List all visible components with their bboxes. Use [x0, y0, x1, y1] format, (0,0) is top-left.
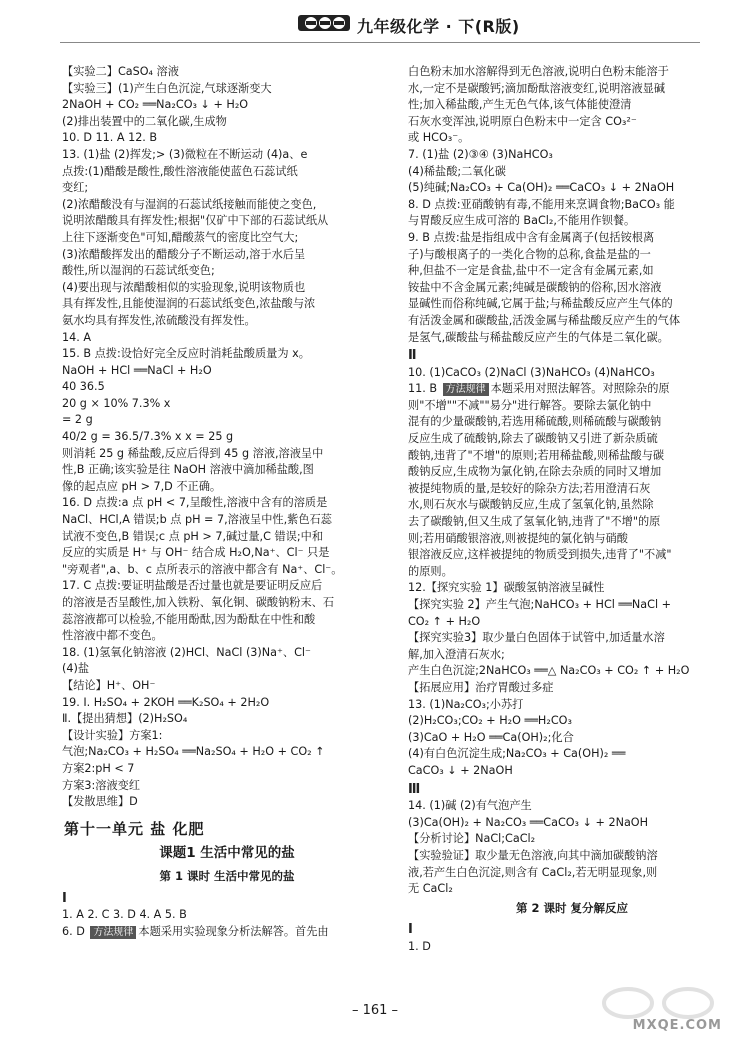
answer-text: 15. B 点拨:设恰好完全反应时消耗盐酸质量为 x。 — [62, 347, 310, 361]
answer-text: 方案2:pH < 7 — [62, 761, 135, 775]
answer-text: (4)稀盐酸;二氧化碳 — [408, 164, 506, 178]
answer-text: 【实验三】(1)产生白色沉淀,气球逐渐变大 — [62, 81, 272, 95]
answer-line — [62, 296, 392, 313]
answer-line — [62, 330, 392, 347]
answer-text: 蕊溶液都可以检验,不能用酚酞,因为酚酞在中性和酸 — [62, 612, 316, 626]
answer-text: CO₂ ↑ + H₂O — [408, 614, 481, 628]
answer-text: 水,一定不是碳酸钙;滴加酚酞溶液变红,说明溶液显碱 — [408, 81, 666, 95]
answer-line — [62, 728, 392, 745]
answer-text: = 2 g — [62, 413, 93, 427]
answer-text: 像的起点应 pH > 7,D 不正确。 — [62, 479, 222, 493]
answer-line — [62, 180, 392, 197]
answer-line — [408, 197, 736, 214]
answer-line — [408, 263, 736, 280]
answer-text: 气泡;Na₂CO₃ + H₂SO₄ ══Na₂SO₄ + H₂O + CO₂ ↑ — [62, 745, 325, 759]
answer-line — [62, 81, 392, 98]
answer-line — [62, 213, 392, 230]
lesson-subtitle: 第 1 课时 生活中常见的盐 — [159, 868, 295, 883]
answer-text: 本题采用对照法解答。对照除杂的原 — [490, 382, 670, 396]
answer-line — [62, 794, 392, 811]
answer-line — [62, 230, 392, 247]
answer-line — [408, 280, 736, 297]
answer-line — [62, 578, 392, 595]
answer-line — [62, 462, 392, 479]
answer-line — [62, 114, 392, 131]
answer-text: 40/2 g = 36.5/7.3% x x = 25 g — [62, 430, 234, 444]
answer-text: 则"不增""不减""易分"进行解答。要除去氯化钠中 — [408, 398, 652, 412]
answer-text: CaCO₃ ↓ + 2NaOH — [408, 763, 513, 777]
answer-line — [408, 564, 736, 581]
answer-line — [62, 280, 392, 297]
answer-text: (3)CaO + H₂O ══Ca(OH)₂;化合 — [408, 730, 574, 744]
answer-text: 6. D — [62, 924, 89, 938]
answer-line — [62, 130, 392, 147]
answer-text: 石灰水变浑浊,说明原白色粉末中一定含 CO₃²⁻ — [408, 114, 637, 128]
answer-text: 水,则石灰水与碳酸钠反应,生成了氢氧化钠,虽然除 — [408, 498, 654, 512]
answer-line — [408, 713, 736, 730]
unit-title: 第十一单元 盐 化肥 — [64, 819, 205, 838]
answer-line — [408, 97, 736, 114]
answer-line — [408, 647, 736, 664]
answer-line — [62, 64, 392, 81]
answer-line — [408, 164, 736, 181]
right-answer-lines — [408, 64, 736, 346]
answer-text: 产生白色沉淀;2NaHCO₃ ══△ Na₂CO₃ + CO₂ ↑ + H₂O — [408, 664, 690, 678]
answer-line — [62, 645, 392, 662]
answer-text: 酸性,所以湿润的石蕊试纸变色; — [62, 264, 215, 278]
answer-line — [408, 680, 736, 697]
answer-text: 【探究实验 2】产生气泡;NaHCO₃ + HCl ══NaCl + — [408, 598, 671, 611]
answer-text: 则;若用硝酸银溶液,则被提纯的氯化钠与硝酸 — [408, 531, 628, 545]
answer-line — [62, 147, 392, 164]
answer-line — [62, 545, 392, 562]
answer-text: 【发散思维】D — [62, 795, 138, 809]
answer-text: (5)纯碱;Na₂CO₃ + Ca(OH)₂ ══CaCO₃ ↓ + 2NaOH — [408, 181, 675, 195]
answer-text: (4)盐 — [62, 662, 90, 676]
left-column — [62, 64, 392, 940]
answer-text: 性溶液中都不变色。 — [62, 629, 163, 643]
answer-line — [62, 628, 392, 645]
level-mark: Ⅲ — [408, 781, 421, 797]
answer-text: 银溶液反应,这样被提纯的物质受到损失,违背了"不减" — [408, 548, 672, 562]
answer-text: 解,加入澄清石灰水; — [408, 647, 505, 661]
header-title: 九年级化学 · 下(R版) — [357, 17, 520, 36]
answer-line — [62, 744, 392, 761]
answer-text: 种,但盐不一定是食盐,盐中不一定含有金属元素,如 — [408, 264, 654, 278]
answer-text: 白色粉末加水溶解得到无色溶液,说明白色粉末能溶于 — [408, 65, 669, 78]
answer-text: 【结论】H⁺、OH⁻ — [62, 678, 156, 692]
answer-line — [408, 881, 736, 898]
answer-text: 铵盐中不含金属元素;纯碱是碳酸钠的俗称,因水溶液 — [408, 280, 662, 294]
answer-line — [408, 614, 736, 631]
answer-line — [62, 263, 392, 280]
answer-line — [408, 130, 736, 147]
answer-line — [62, 512, 392, 529]
answer-text: 去了碳酸钠,但又生成了氢氧化钠,违背了"不增"的原 — [408, 515, 661, 529]
answer-line — [62, 695, 392, 712]
page-header — [0, 0, 750, 44]
answer-text: 20 g × 10% 7.3% x — [62, 396, 171, 410]
answer-line — [62, 661, 392, 678]
answer-text: 【探究实验3】取少量白色固体于试管中,加适量水溶 — [408, 631, 665, 645]
answer-text: 的溶液是否呈酸性,加入铁粉、氧化铜、碳酸钠粉末、石 — [62, 596, 335, 609]
answer-line — [62, 396, 392, 413]
answer-text: 14. (1)碱 (2)有气泡产生 — [408, 799, 532, 813]
answer-text: 变红; — [62, 181, 89, 195]
answer-line — [62, 363, 392, 380]
answer-line — [408, 431, 736, 448]
right-answer-lines-3 — [408, 798, 736, 898]
answer-text: 17. C 点拨:要证明盐酸是否过量也就是要证明反应后 — [62, 579, 323, 593]
answer-text: 本题采用实验现象分析法解答。首先由 — [138, 924, 329, 938]
level-mark: Ⅱ — [408, 348, 417, 364]
method-tag: 方法规律 — [90, 926, 136, 939]
answer-text: 试液不变色,B 错误;c 点 pH > 7,碱过量,C 错误;中和 — [62, 529, 324, 543]
lesson-title: 课题1 生活中常见的盐 — [159, 845, 295, 862]
answer-text: 18. (1)氢氧化钠溶液 (2)HCl、NaCl (3)Na⁺、Cl⁻ — [62, 645, 311, 659]
answer-text: 显碱性而俗称纯碱,它属于盐;与稀盐酸反应产生气体的 — [408, 297, 673, 311]
answer-text: 或 HCO₃⁻。 — [408, 131, 470, 145]
answer-line — [408, 296, 736, 313]
answer-text: 有活泼金属和碳酸盐,活泼金属与稀盐酸反应产生的气体 — [408, 313, 681, 327]
answer-line — [408, 580, 736, 597]
answer-text: 点拨:(1)醋酸是酸性,酸性溶液能使蓝色石蕊试纸 — [62, 164, 298, 178]
answer-text: NaOH + HCl ══NaCl + H₂O — [62, 363, 212, 377]
answer-line — [62, 761, 392, 778]
answer-line — [62, 379, 392, 396]
answer-line — [62, 197, 392, 214]
answer-text: 则消耗 25 g 稀盐酸,反应后得到 45 g 溶液,溶液呈中 — [62, 446, 324, 460]
answer-line — [62, 562, 392, 579]
answer-line — [408, 865, 736, 882]
answer-line — [408, 815, 736, 832]
answer-line — [62, 97, 392, 114]
answer-text: 【实验验证】取少量无色溶液,向其中滴加碳酸钠溶 — [408, 848, 658, 862]
level-mark: Ⅰ — [408, 922, 413, 938]
answer-line — [62, 313, 392, 330]
answer-line — [62, 247, 392, 264]
answer-line — [408, 213, 736, 230]
answer-text: 混有的少量碳酸钠,若选用稀硫酸,则稀硫酸与碳酸钠 — [408, 415, 662, 429]
answer-line — [62, 778, 392, 795]
header-divider — [60, 42, 700, 43]
answer-text: 【实验二】CaSO₄ 溶液 — [62, 65, 179, 78]
answer-line — [408, 230, 736, 247]
answer-line — [408, 64, 736, 81]
answer-text: 反应生成了硫酸钠,除去了碳酸钠又引进了新杂质硫 — [408, 432, 658, 446]
answer-text: 【拓展应用】治疗胃酸过多症 — [408, 680, 554, 694]
answer-text: 13. (1)Na₂CO₃;小苏打 — [408, 697, 524, 711]
answer-text: 酸钠,违背了"不增"的原则;若用稀盐酸,则稀盐酸与碳 — [408, 448, 665, 462]
answer-text: 14. A — [62, 330, 92, 344]
answer-text: 无 CaCl₂ — [408, 882, 453, 896]
answer-text: 8. D 点拨:亚硝酸钠有毒,不能用来烹调食物;BaCO₃ 能 — [408, 197, 675, 211]
answer-line — [408, 497, 736, 514]
answer-line — [408, 730, 736, 747]
answer-line — [62, 529, 392, 546]
answer-text: 9. B 点拨:盐是指组成中含有金属离子(包括铵根离 — [408, 230, 655, 244]
answer-text: 方案3:溶液变红 — [62, 778, 141, 792]
answer-text: 13. (1)盐 (2)挥发;> (3)微粒在不断运动 (4)a、e — [62, 147, 308, 161]
answer-line — [408, 481, 736, 498]
answer-line — [408, 114, 736, 131]
answer-text: 40 36.5 — [62, 380, 105, 394]
answer-text: (4)要出现与浓醋酸相似的实验现象,说明该物质也 — [62, 280, 306, 294]
answer-text: 具有挥发性,且能使湿润的石蕊试纸变色,浓盐酸与浓 — [62, 297, 316, 311]
answer-line — [408, 630, 736, 647]
answer-text: 19. Ⅰ. H₂SO₄ + 2KOH ══K₂SO₄ + 2H₂O — [62, 695, 270, 709]
answer-line — [408, 381, 736, 398]
level-mark: Ⅰ — [62, 890, 67, 906]
method-tag: 方法规律 — [443, 383, 489, 396]
answer-text: 被提纯物质的量,是较好的除杂方法;若用澄清石灰 — [408, 481, 651, 495]
answer-line — [408, 448, 736, 465]
answer-line — [408, 831, 736, 848]
page-number: – 161 – — [351, 1003, 399, 1018]
answer-line — [408, 365, 736, 382]
answer-line — [408, 798, 736, 815]
answer-text: 酸钠反应,生成物为氯化钠,在除去杂质的同时又增加 — [408, 465, 662, 479]
answer-text: Ⅱ.【提出猜想】(2)H₂SO₄ — [62, 712, 188, 726]
answer-text: "旁观者",a、b、c 点所表示的溶液中都含有 Na⁺、Cl⁻。 — [62, 562, 343, 576]
answer-text: (3)Ca(OH)₂ + Na₂CO₃ ══CaCO₃ ↓ + 2NaOH — [408, 815, 649, 829]
answer-line — [408, 746, 736, 763]
answer-text: 说明浓醋酸具有挥发性;根据"仅矿中下部的石蕊试纸从 — [62, 214, 329, 228]
answer-line — [408, 414, 736, 431]
right-answer-lines-2 — [408, 365, 736, 780]
answer-text: 上往下逐渐变色"可知,醋酸蒸气的密度比空气大; — [62, 230, 299, 244]
answer-text: 2NaOH + CO₂ ══Na₂CO₃ ↓ + H₂O — [62, 98, 249, 112]
left-tail-lines — [62, 907, 392, 940]
answer-line — [62, 924, 392, 941]
answer-line — [408, 313, 736, 330]
answer-line — [62, 907, 392, 924]
answer-line — [62, 479, 392, 496]
answer-line — [408, 464, 736, 481]
answer-text: 16. D 点拨:a 点 pH < 7,呈酸性,溶液中含有的溶质是 — [62, 496, 328, 510]
answer-text: (2)排出装置中的二氧化碳,生成物 — [62, 114, 227, 128]
answer-line — [62, 346, 392, 363]
answer-line — [408, 547, 736, 564]
answer-line — [408, 763, 736, 780]
answer-text: (2)浓醋酸没有与湿润的石蕊试纸接触而能使之变色, — [62, 197, 317, 211]
answer-line — [408, 597, 736, 614]
answer-line — [408, 531, 736, 548]
answer-line — [62, 711, 392, 728]
left-answer-lines — [62, 64, 392, 811]
answer-text: 【设计实验】方案1: — [62, 728, 163, 742]
answer-text: 是氢气,碳酸盐与稀盐酸反应产生的气体是二氧化碳。 — [408, 330, 669, 344]
answer-line — [408, 663, 736, 680]
answer-line — [62, 446, 392, 463]
watermark-text: MXQE.COM — [632, 1018, 722, 1033]
answer-line — [62, 678, 392, 695]
right-column — [408, 64, 736, 955]
answer-text: 反应的实质是 H⁺ 与 OH⁻ 结合成 H₂O,Na⁺、Cl⁻ 只是 — [62, 546, 330, 560]
lesson-subtitle-2: 第 2 课时 复分解反应 — [515, 900, 628, 915]
answer-text: 10. (1)CaCO₃ (2)NaCl (3)NaHCO₃ (4)NaHCO₃ — [408, 365, 655, 379]
answer-text: 12.【探究实验 1】碳酸氢钠溶液呈碱性 — [408, 581, 605, 595]
answer-text: 性,B 正确;该实验是往 NaOH 溶液中滴加稀盐酸,图 — [62, 463, 314, 477]
answer-text: 7. (1)盐 (2)③④ (3)NaHCO₃ — [408, 147, 553, 161]
answer-line — [408, 247, 736, 264]
answer-text: 11. B — [408, 382, 441, 396]
answer-line — [408, 180, 736, 197]
answer-line — [62, 429, 392, 446]
answer-line — [408, 697, 736, 714]
answer-text: 液,若产生白色沉淀,则含有 CaCl₂,若无明显现象,则 — [408, 865, 658, 879]
answer-line — [62, 164, 392, 181]
answer-text: NaCl、HCl,A 错误;b 点 pH = 7,溶液呈中性,紫色石蕊 — [62, 513, 332, 527]
answer-line — [62, 595, 392, 612]
answer-text: 与胃酸反应生成可溶的 BaCl₂,不能用作钡餐。 — [408, 214, 636, 228]
book-logo-icon — [297, 12, 351, 34]
answer-text: 1. A 2. C 3. D 4. A 5. B — [62, 908, 187, 922]
answer-line: 1. D — [408, 939, 431, 953]
answer-text: (3)浓醋酸挥发出的醋酸分子不断运动,溶于水后呈 — [62, 247, 306, 261]
answer-line — [408, 398, 736, 415]
answer-text: 氨水均具有挥发性,浓硫酸没有挥发性。 — [62, 313, 256, 327]
answer-line — [62, 412, 392, 429]
answer-text: 性;加入稀盐酸,产生无色气体,该气体能使澄清 — [408, 98, 632, 112]
answer-text: 的原则。 — [408, 564, 453, 578]
answer-text: 10. D 11. A 12. B — [62, 131, 158, 145]
answer-text: (2)H₂CO₃;CO₂ + H₂O ══H₂CO₃ — [408, 714, 572, 728]
answer-line — [408, 514, 736, 531]
answer-line — [408, 81, 736, 98]
answer-line — [408, 848, 736, 865]
answer-line — [408, 147, 736, 164]
answer-text: 子)与酸根离子的一类化合物的总称,食盐是盐的一 — [408, 247, 651, 261]
answer-text: (4)有白色沉淀生成;Na₂CO₃ + Ca(OH)₂ ══ — [408, 747, 626, 761]
answer-text: 【分析讨论】NaCl;CaCl₂ — [408, 832, 536, 846]
answer-line — [408, 330, 736, 347]
answer-line — [62, 612, 392, 629]
answer-line — [62, 495, 392, 512]
